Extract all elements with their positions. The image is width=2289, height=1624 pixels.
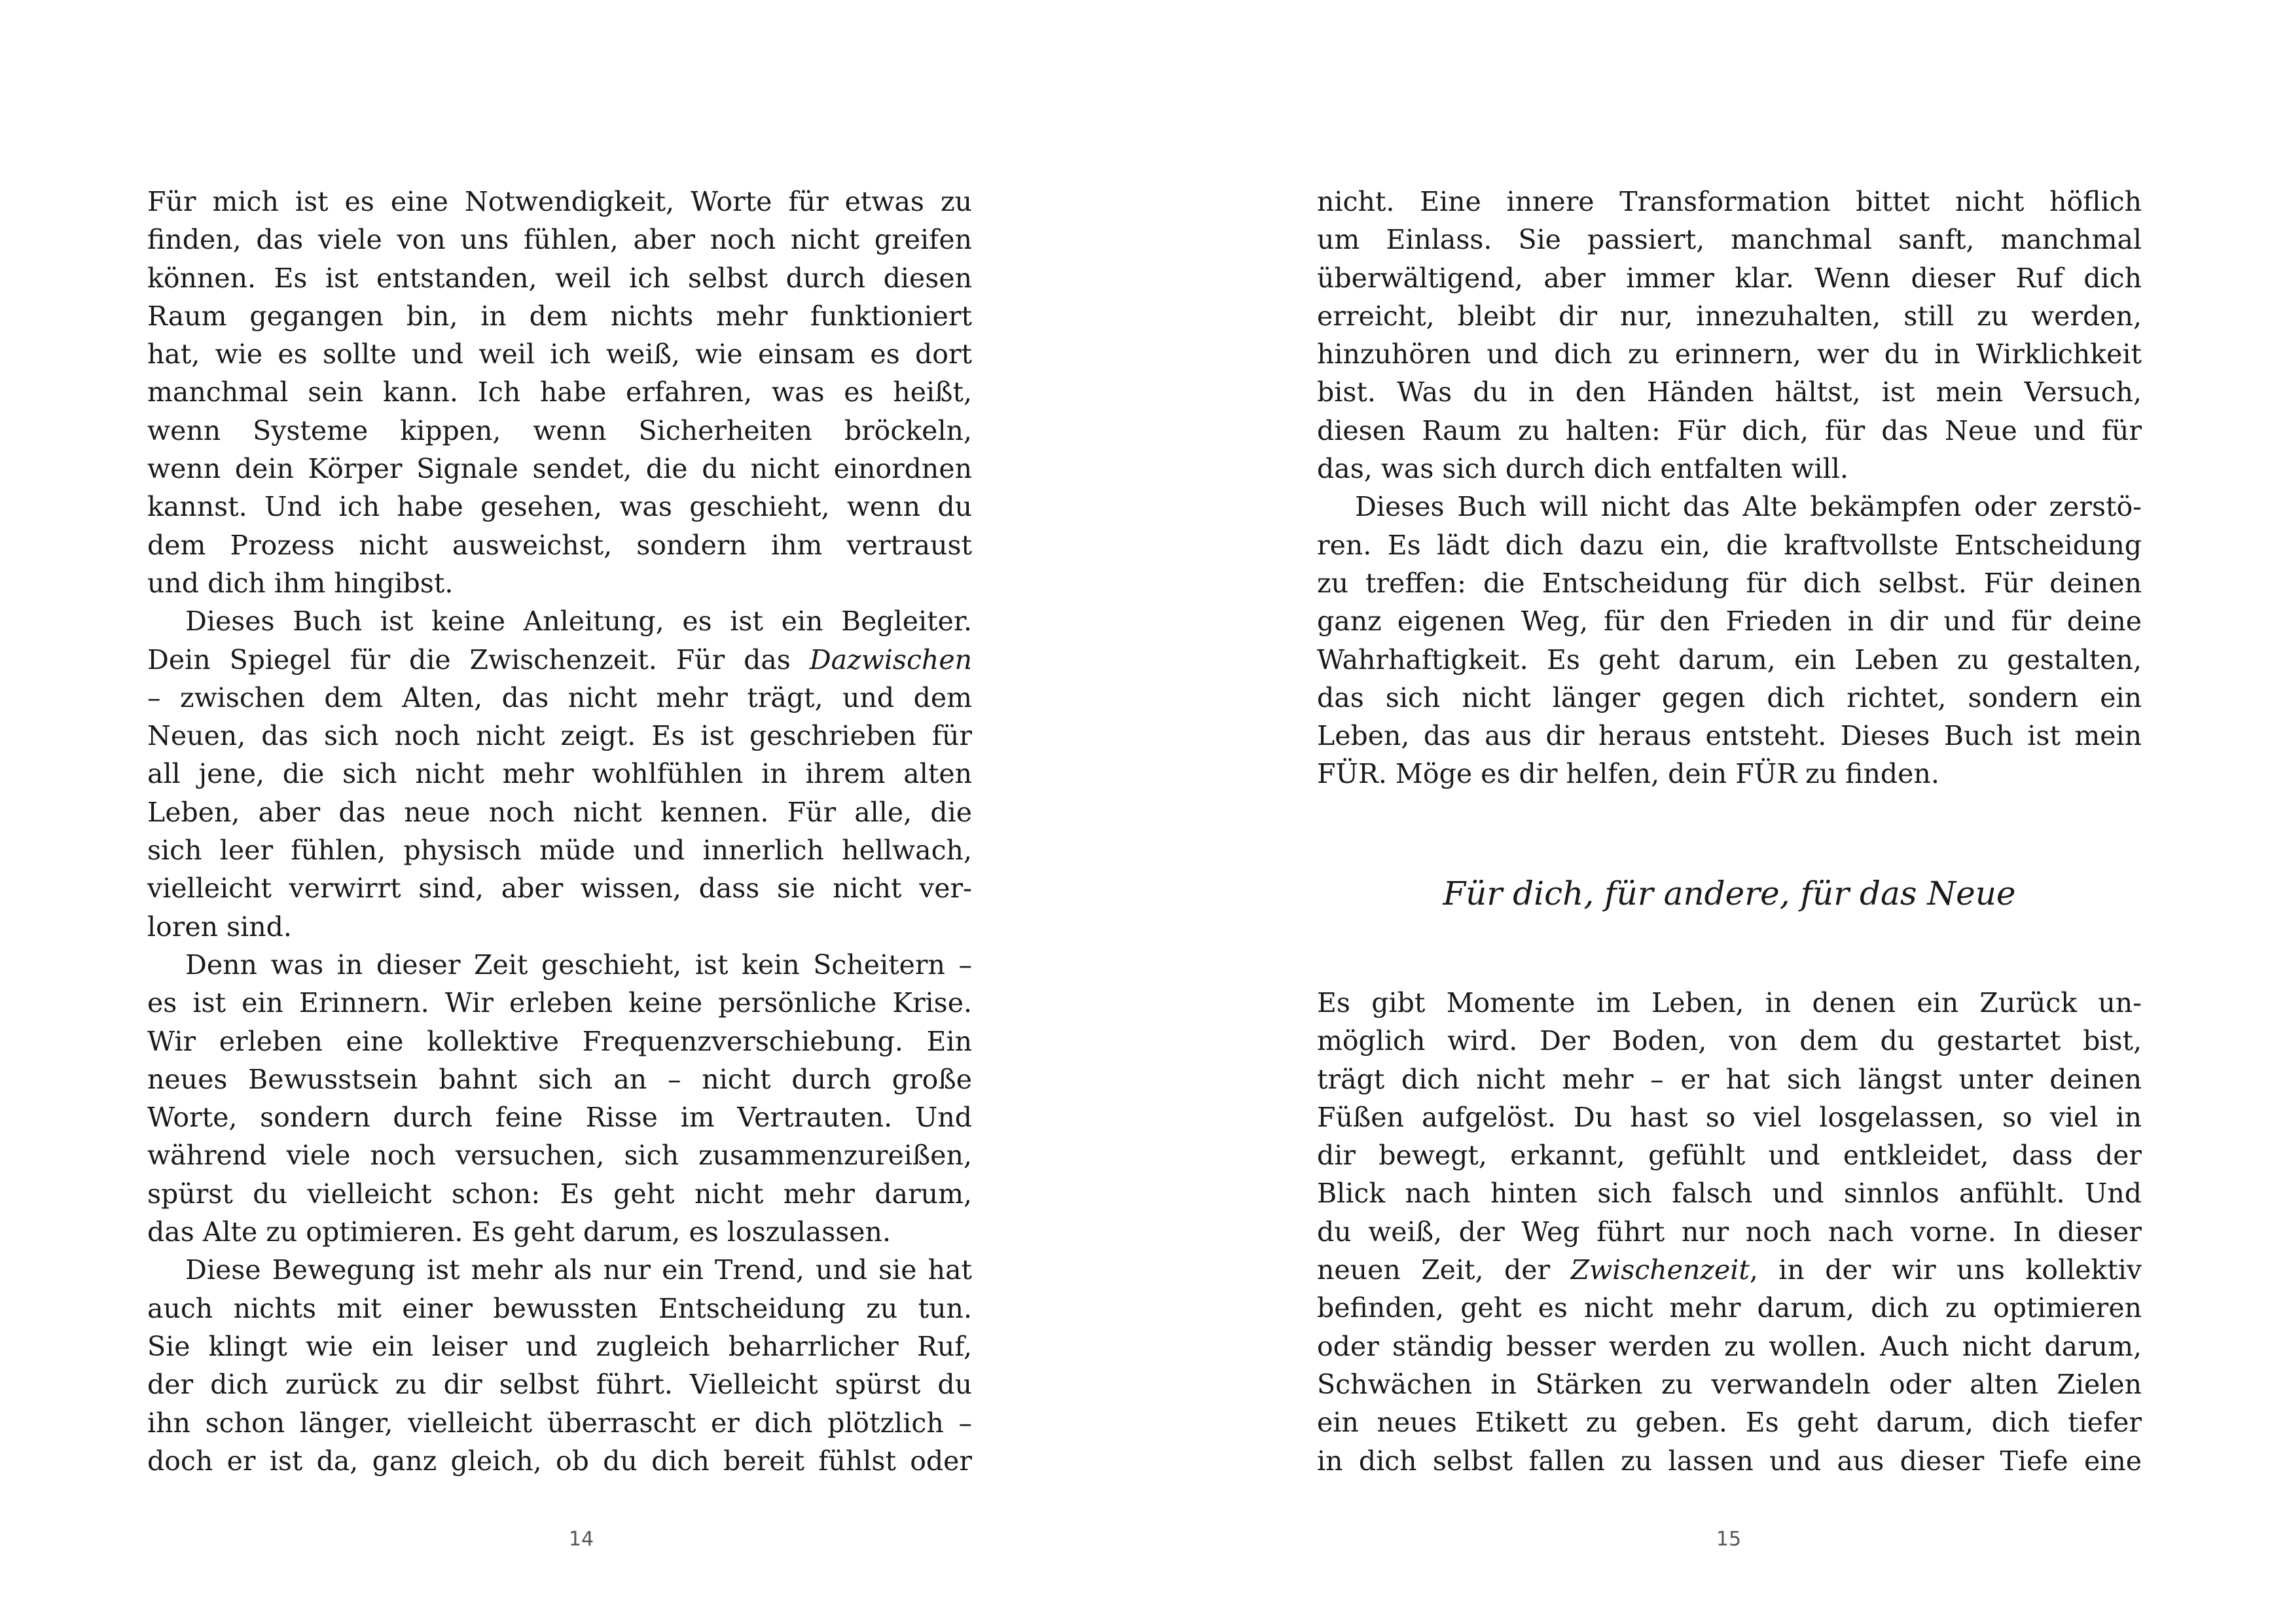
line-text: du weiß, der Weg führt nur noch nach vorne. In dieser <box>1317 1216 2142 1248</box>
italic-text: Zwischenzeit <box>1570 1254 1750 1286</box>
line-text: hat, wie es sollte und weil ich weiß, wie einsam es dort <box>147 338 972 370</box>
line-text: all jene, die sich nicht mehr wohlfühlen in ihrem alten <box>147 758 972 790</box>
line-text: Neuen, das sich noch nicht zeigt. Es ist geschrieben für <box>147 720 972 752</box>
line-text: dir bewegt, erkannt, gefühlt und entkleidet, dass der <box>1317 1140 2142 1172</box>
line-text: Sie klingt wie ein leiser und zugleich beharrlicher Ruf, <box>147 1330 972 1362</box>
text-line <box>147 1251 972 1289</box>
line-text: können. Es ist entstanden, weil ich selbst durch diesen <box>147 262 972 294</box>
text-line <box>147 793 972 831</box>
text-line <box>1317 412 2142 450</box>
text-line <box>1317 335 2142 373</box>
text-line <box>147 1060 972 1098</box>
text-line <box>147 221 972 259</box>
line-text: doch er ist da, ganz gleich, ob du dich bereit fühlst oder <box>147 1445 972 1477</box>
text-line <box>147 1098 972 1136</box>
text-line <box>1317 183 2142 221</box>
text-line <box>1317 679 2142 717</box>
text-line <box>1317 984 2142 1022</box>
line-text: manchmal sein kann. Ich habe erfahren, was es heißt, <box>147 376 972 408</box>
line-text: Dein Spiegel für die Zwischenzeit. Für das <box>147 643 810 676</box>
right-page-text <box>1317 183 2142 793</box>
text-line <box>1317 564 2142 602</box>
line-text: Schwächen in Stärken zu verwandeln oder alten Zielen <box>1317 1368 2142 1400</box>
text-line <box>1317 221 2142 259</box>
text-line <box>1317 1365 2142 1403</box>
line-text: Raum gegangen bin, in dem nichts mehr funktioniert <box>147 300 972 332</box>
text-line <box>147 984 972 1022</box>
text-line <box>147 908 972 946</box>
line-text: kannst. Und ich habe gesehen, was geschieht, wenn du <box>147 491 972 523</box>
line-text: wenn dein Körper Signale sendet, die du nicht einordnen <box>147 453 972 485</box>
text-line <box>147 869 972 907</box>
line-text: Wir erleben eine kollektive Frequenzverschiebung. Ein <box>147 1025 972 1057</box>
right-page-section-text <box>1317 984 2142 1480</box>
text-line <box>1317 1060 2142 1098</box>
line-text: der dich zurück zu dir selbst führt. Vielleicht spürst du <box>147 1369 972 1401</box>
text-line <box>1317 1174 2142 1212</box>
line-text: , in der wir uns kollektiv <box>1749 1254 2142 1286</box>
line-text: überwältigend, aber immer klar. Wenn dieser Ruf dich <box>1317 262 2142 294</box>
text-line <box>147 259 972 297</box>
line-text: neuen Zeit, der <box>1317 1254 1571 1286</box>
text-line <box>1317 1442 2142 1480</box>
text-line <box>1317 373 2142 411</box>
line-text: ren. Es lädt dich dazu ein, die kraftvollste Entscheidung <box>1317 529 2142 561</box>
line-text: Worte, sondern durch feine Risse im Vertrauten. Und <box>147 1102 972 1134</box>
line-text: befinden, geht es nicht mehr darum, dich zu optimieren <box>1317 1292 2142 1324</box>
line-text: Es gibt Momente im Leben, in denen ein Zurück un- <box>1317 987 2142 1019</box>
line-text: bist. Was du in den Händen hältst, ist mein Versuch, <box>1317 376 2142 408</box>
text-line <box>147 564 972 602</box>
line-text: möglich wird. Der Boden, von dem du gestartet bist, <box>1317 1025 2142 1057</box>
text-line <box>147 679 972 717</box>
line-text: spürst du vielleicht schon: Es geht nicht mehr darum, <box>147 1178 972 1210</box>
line-text: Diese Bewegung ist mehr als nur ein Trend, und sie hat <box>185 1254 972 1286</box>
line-text: neues Bewusstsein bahnt sich an – nicht durch große <box>147 1063 972 1095</box>
line-text: sich leer fühlen, physisch müde und innerlich hellwach, <box>147 835 972 867</box>
line-text: erreicht, bleibt dir nur, innezuhalten, still zu werden, <box>1317 300 2142 332</box>
line-text: Leben, das aus dir heraus entsteht. Dieses Buch ist mein <box>1317 720 2142 752</box>
line-text: Dieses Buch will nicht das Alte bekämpfen oder zerstö- <box>1355 491 2142 523</box>
text-line <box>1317 1327 2142 1365</box>
text-line <box>147 1442 972 1480</box>
line-text: wenn Systeme kippen, wenn Sicherheiten bröckeln, <box>147 414 972 446</box>
line-text: vielleicht verwirrt sind, aber wissen, dass sie nicht ver- <box>147 873 972 905</box>
text-line <box>1317 1403 2142 1441</box>
text-line <box>147 297 972 335</box>
text-line <box>1317 297 2142 335</box>
line-text: und dich ihm hingibst. <box>147 567 454 599</box>
text-line <box>147 1404 972 1442</box>
left-page-text <box>147 183 972 1480</box>
text-line <box>1317 526 2142 564</box>
text-line <box>147 1290 972 1327</box>
line-text: loren sind. <box>147 911 292 943</box>
text-line <box>1317 755 2142 793</box>
text-line <box>1317 1022 2142 1060</box>
text-line <box>147 1022 972 1060</box>
line-text: Denn was in dieser Zeit geschieht, ist kein Scheitern – <box>185 948 972 981</box>
text-line <box>1317 1251 2142 1289</box>
line-text: während viele noch versuchen, sich zusammenzureißen, <box>147 1140 972 1172</box>
line-text: oder ständig besser werden zu wollen. Auch nicht darum, <box>1317 1330 2142 1362</box>
line-text: finden, das viele von uns fühlen, aber noch nicht greifen <box>147 224 972 256</box>
line-text: – zwischen dem Alten, das nicht mehr trägt, und dem <box>147 681 972 713</box>
text-line <box>147 1327 972 1365</box>
text-line <box>147 641 972 679</box>
text-line <box>1317 641 2142 679</box>
text-line <box>147 526 972 564</box>
text-line <box>1317 450 2142 488</box>
italic-text: Dazwischen <box>809 643 972 676</box>
text-line <box>147 1365 972 1403</box>
line-text: auch nichts mit einer bewussten Entscheidung zu tun. <box>147 1292 972 1324</box>
line-text: es ist ein Erinnern. Wir erleben keine persönliche Krise. <box>147 987 972 1019</box>
page-number-right: 15 <box>1716 1528 1742 1551</box>
text-line <box>147 755 972 793</box>
line-text: Blick nach hinten sich falsch und sinnlos anfühlt. Und <box>1317 1178 2142 1210</box>
line-text: um Einlass. Sie passiert, manchmal sanft, manchmal <box>1317 224 2142 256</box>
line-text: Füßen aufgelöst. Du hast so viel losgelassen, so viel in <box>1317 1101 2142 1133</box>
line-text: hinzuhören und dich zu erinnern, wer du in Wirklichkeit <box>1317 338 2142 370</box>
text-line <box>1317 602 2142 640</box>
text-line <box>147 488 972 526</box>
text-line <box>147 602 972 640</box>
line-text: FÜR. Möge es dir helfen, dein FÜR zu finden. <box>1317 758 1939 790</box>
text-line <box>147 831 972 869</box>
line-text: Wahrhaftigkeit. Es geht darum, ein Leben zu gestalten, <box>1317 643 2142 676</box>
line-text: das, was sich durch dich entfalten will. <box>1317 453 1848 485</box>
line-text: Leben, aber das neue noch nicht kennen. Für alle, die <box>147 796 972 828</box>
text-line <box>1317 1136 2142 1174</box>
line-text: Dieses Buch ist keine Anleitung, es ist ein Begleiter. <box>185 605 972 638</box>
line-text: diesen Raum zu halten: Für dich, für das Neue und für <box>1317 414 2142 446</box>
line-text: in dich selbst fallen zu lassen und aus dieser Tiefe eine <box>1317 1445 2142 1477</box>
text-line <box>1317 1213 2142 1251</box>
text-line <box>147 1136 972 1174</box>
text-line <box>147 183 972 221</box>
text-line <box>1317 488 2142 526</box>
line-text: nicht. Eine innere Transformation bittet nicht höflich <box>1317 186 2142 217</box>
line-text: das sich nicht länger gegen dich richtet, sondern ein <box>1317 681 2142 713</box>
line-text: ein neues Etikett zu geben. Es geht darum, dich tiefer <box>1317 1407 2142 1439</box>
text-line <box>1317 717 2142 755</box>
text-line <box>147 946 972 984</box>
page-number-left: 14 <box>568 1528 594 1551</box>
line-text: dem Prozess nicht ausweichst, sondern ihm vertraust <box>147 529 972 561</box>
line-text: zu treffen: die Entscheidung für dich selbst. Für deinen <box>1317 567 2142 599</box>
line-text: ihn schon länger, vielleicht überrascht er dich plötzlich – <box>147 1407 972 1439</box>
text-line <box>147 1175 972 1213</box>
line-text: das Alte zu optimieren. Es geht darum, es loszulassen. <box>147 1216 891 1248</box>
text-line <box>1317 1098 2142 1136</box>
text-line <box>147 450 972 488</box>
line-text: ganz eigenen Weg, für den Frieden in dir und für deine <box>1317 605 2142 638</box>
text-line <box>147 335 972 373</box>
section-heading: Für dich, für andere, für das Neue <box>1443 875 2016 912</box>
text-line <box>147 717 972 755</box>
text-line <box>147 1213 972 1251</box>
text-line <box>1317 259 2142 297</box>
text-line <box>1317 1289 2142 1327</box>
text-line <box>147 373 972 411</box>
text-line <box>147 412 972 450</box>
line-text: Für mich ist es eine Notwendigkeit, Worte für etwas zu <box>147 186 972 217</box>
line-text: trägt dich nicht mehr – er hat sich längst unter deinen <box>1317 1063 2142 1095</box>
